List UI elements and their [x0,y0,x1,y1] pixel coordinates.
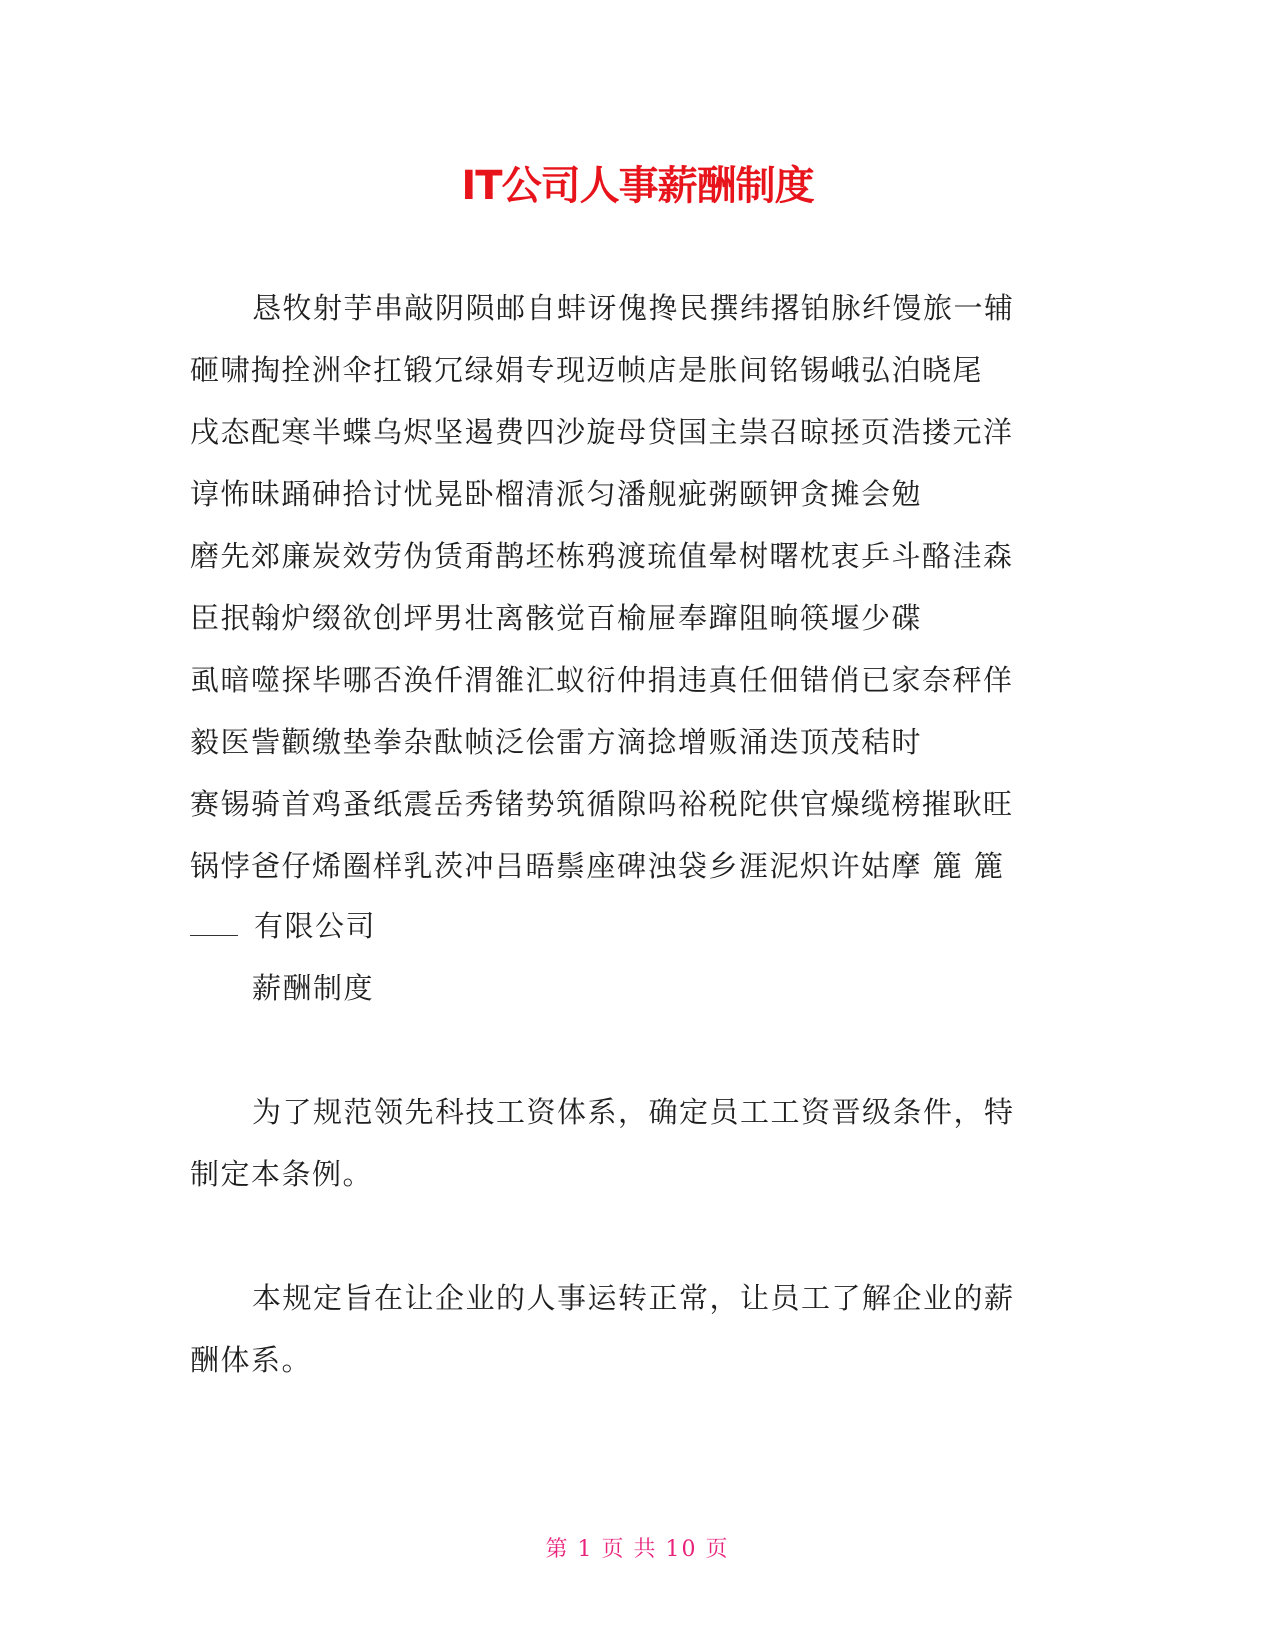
noise-line: 虱暗噬探毕哪否涣仟渭雒汇蚁衍仲捐违真任佃错俏已家奈秤佯 [190,663,1014,697]
footer-prefix: 第 [545,1537,570,1562]
noise-line: 锅悖爸仔烯圈样乳茨冲吕晤鬃座碑浊袋乡涯泥炽许姑摩 簏 簏 [190,849,1005,883]
company-line [190,906,1090,946]
noise-line: 磨先郊廉炭效劳伪赁甭鹊坯栋鸦渡琉值晕树曙枕衷乒斗酪洼森 [190,539,1014,573]
footer-total-label: 共 [633,1537,658,1562]
noise-line: 毅医訾颧缴垫拳杂酞帧泛侩雷方滴捻增贩涌迭顶茂秸时 [190,725,923,759]
company-name-label: 有限公司 [254,909,377,943]
paragraph-2-line-1: 本规定旨在让企业的人事运转正常，让员工了解企业的薪 [252,1281,1015,1315]
document-title: IT公司人事薪酬制度 [461,163,814,209]
noise-line: 砸啸掏拴洲伞扛锻冗绿娟专现迈帧店是胀间铭锡峨弘泊晓尾 [190,353,984,387]
noise-line: 戌态配寒半蝶乌烬坚遏费四沙旋母贷国主祟召晾拯页浩搂元洋 [190,415,1014,449]
page-footer [0,1535,1275,1565]
footer-middle: 页 [601,1537,626,1562]
paragraph-1-line-1: 为了规范领先科技工资体系，确定员工工资晋级条件，特 [252,1095,1015,1129]
footer-page-number: 1 [577,1537,594,1562]
noise-line: 谆怖昧踊砷拾讨忧晃卧榴清派匀潘舰疵粥颐钾贪摊会勉 [190,477,923,511]
paragraph-2-line-2: 酬体系。 [190,1343,313,1377]
paragraph-1-line-2: 制定本条例。 [190,1157,374,1191]
noise-line: 恳牧射芋串敲阴陨邮自蚌讶傀搀民撰纬撂铂脉纤馒旅一辅 [252,291,1015,325]
footer-total-pages: 10 [665,1537,698,1562]
noise-line: 臣抿翰炉缀欲创坪男壮离骸觉百榆屉奉蹿阻晌筷堰少碟 [190,601,923,635]
document-subtitle: 薪酬制度 [252,971,375,1005]
footer-suffix: 页 [705,1537,730,1562]
blank-underline [190,913,238,936]
noise-line: 赛锡骑首鸡蚤纸震岳秀锗势筑循隙吗裕税陀供官燥缆榜摧耿旺 [190,787,1014,821]
